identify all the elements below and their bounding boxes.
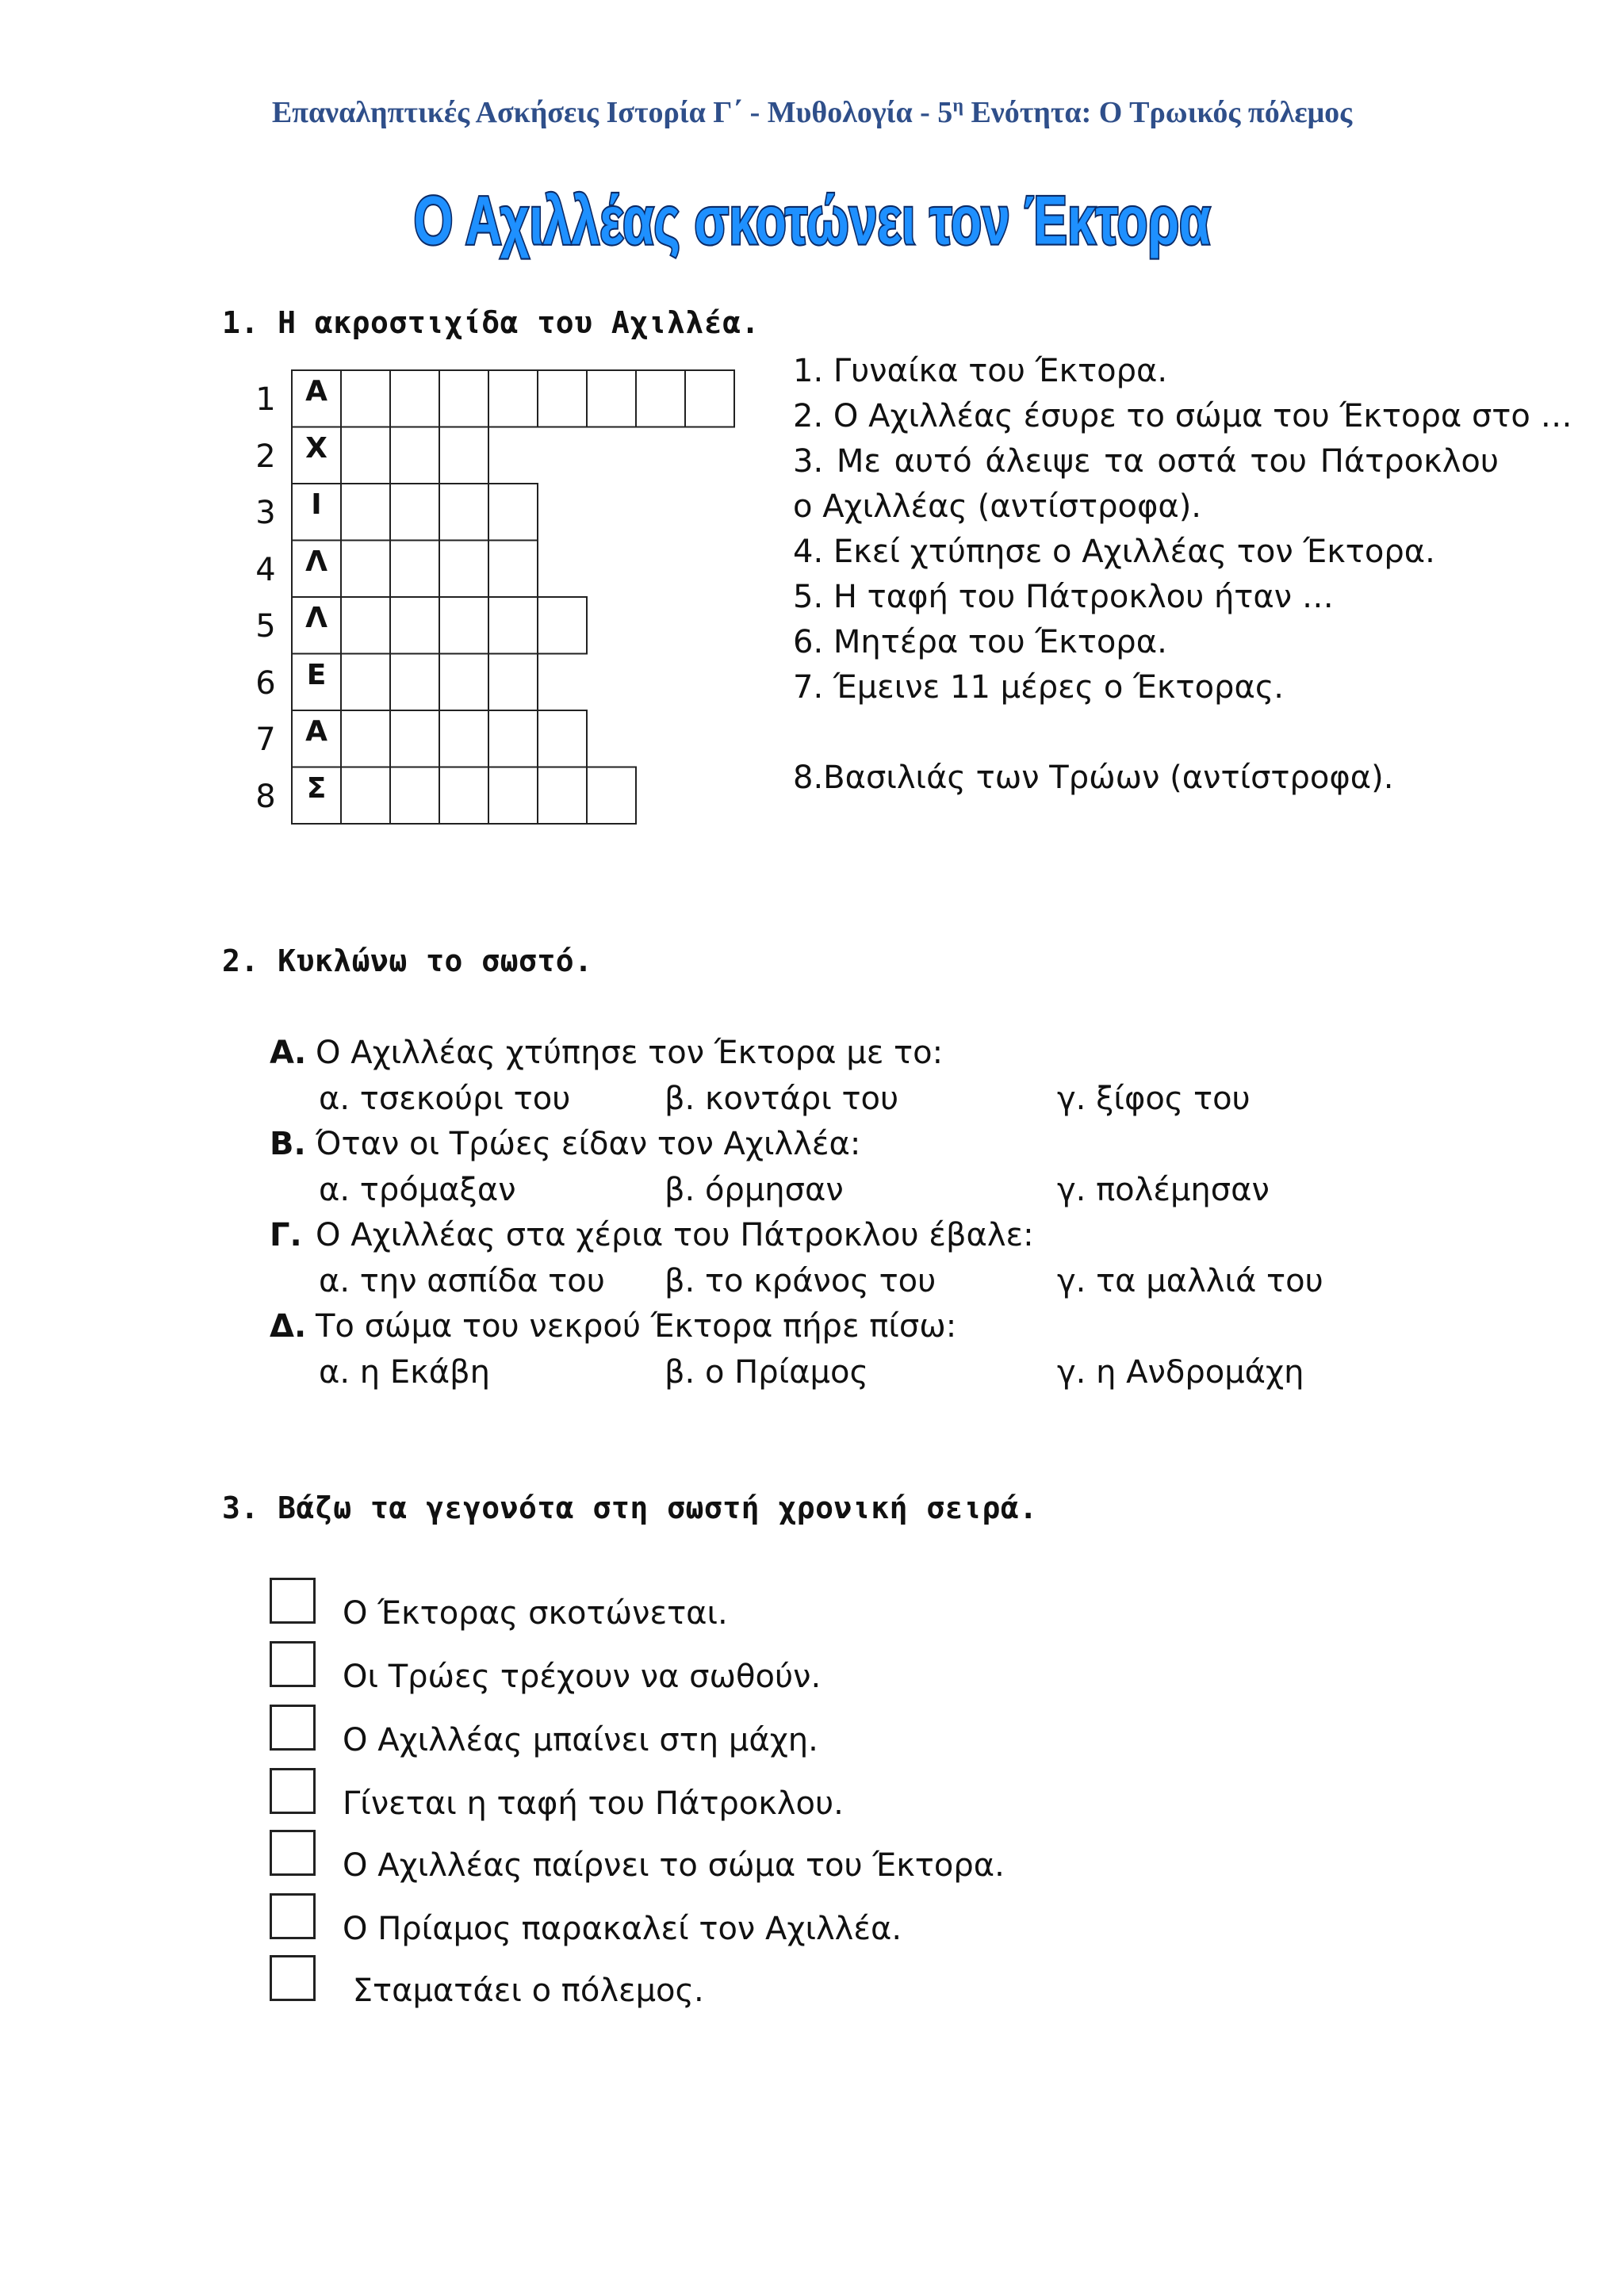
clue-3: 3. Με αυτό άλειψε τα οστά του Πάτροκλου ο Αχιλλέας (αντίστροφα). — [793, 443, 1499, 525]
acrostic-letter: Α — [305, 375, 327, 408]
clue-2: 2. Ο Αχιλλέας έσυρε το σώμα του Έκτορα στο … — [793, 398, 1572, 434]
row-number: 8 — [255, 778, 276, 815]
row-number: 6 — [255, 664, 276, 702]
acrostic-answer-cell[interactable] — [587, 767, 636, 825]
option-c[interactable]: γ. ξίφος του — [1057, 1081, 1251, 1117]
acrostic-answer-cell[interactable] — [390, 484, 439, 541]
acrostic-answer-cell[interactable] — [390, 710, 439, 767]
acrostic-answer-cell[interactable] — [587, 370, 636, 427]
row-number: 3 — [255, 495, 276, 531]
question-stem — [270, 1126, 860, 1162]
acrostic-answer-cell[interactable] — [341, 597, 390, 654]
acrostic-answer-cell[interactable] — [538, 767, 587, 825]
order-number-box[interactable] — [270, 1955, 316, 2001]
acrostic-clues — [793, 349, 1572, 801]
order-number-box[interactable] — [270, 1893, 316, 1939]
acrostic-answer-cell[interactable] — [390, 767, 439, 825]
acrostic-answer-cell[interactable] — [488, 654, 538, 711]
acrostic-answer-cell[interactable] — [538, 370, 587, 427]
clue-4: 4. Εκεί χτύπησε ο Αχιλλέας τον Έκτορα. — [793, 534, 1435, 570]
acrostic-answer-cell[interactable] — [636, 370, 685, 427]
acrostic-letter: Σ — [306, 771, 327, 805]
event-text: Ο Αχιλλέας μπαίνει στη μάχη. — [343, 1722, 818, 1758]
question-text: Ο Αχιλλέας στα χέρια του Πάτροκλου έβαλε: — [316, 1217, 1034, 1253]
acrostic-answer-cell[interactable] — [488, 370, 538, 427]
order-number-box[interactable] — [270, 1705, 316, 1751]
acrostic-answer-cell[interactable] — [341, 767, 390, 825]
question-stem — [270, 1308, 956, 1345]
option-a[interactable]: α. τσεκούρι του — [319, 1081, 571, 1117]
header-suffix: Ενότητα: Ο Τρωικός πόλεμος — [963, 96, 1353, 129]
row-number: 5 — [255, 608, 276, 645]
acrostic-answer-cell[interactable] — [341, 654, 390, 711]
row-number: 2 — [255, 438, 276, 475]
title-text: Ο Αχιλλέας σκοτώνει τον Έκτορα — [413, 182, 1211, 259]
acrostic-answer-cell[interactable] — [439, 710, 488, 767]
row-number: 4 — [255, 551, 276, 588]
header-prefix: Επαναληπτικές Ασκήσεις Ιστορία Γ΄ - Μυθολογία - 5 — [271, 96, 953, 129]
section2-heading: 2. Κυκλώνω το σωστό. — [222, 943, 593, 978]
order-number-box[interactable] — [270, 1830, 316, 1876]
worksheet-header — [0, 95, 1624, 130]
clue-5: 5. Η ταφή του Πάτροκλου ήταν … — [793, 579, 1334, 615]
section1-heading: 1. Η ακροστιχίδα του Αχιλλέα. — [222, 305, 760, 340]
acrostic-letter: Α — [305, 715, 327, 748]
acrostic-answer-cell[interactable] — [439, 597, 488, 654]
acrostic-answer-cell[interactable] — [439, 654, 488, 711]
worksheet-title — [0, 170, 1624, 269]
order-number-box[interactable] — [270, 1768, 316, 1814]
acrostic-letter: Ε — [306, 658, 327, 691]
acrostic-answer-cell[interactable] — [439, 370, 488, 427]
acrostic-grid — [238, 369, 745, 828]
clue-1: 1. Γυναίκα του Έκτορα. — [793, 353, 1168, 389]
acrostic-answer-cell[interactable] — [488, 767, 538, 825]
acrostic-answer-cell[interactable] — [439, 427, 488, 484]
option-a[interactable]: α. τρόμαξαν — [319, 1172, 516, 1208]
acrostic-answer-cell[interactable] — [341, 484, 390, 541]
acrostic-answer-cell[interactable] — [390, 654, 439, 711]
title-graphic — [217, 170, 1407, 266]
question-text: Το σώμα του νεκρού Έκτορα πήρε πίσω: — [316, 1308, 957, 1345]
event-text: Ο Πρίαμος παρακαλεί τον Αχιλλέα. — [343, 1911, 902, 1947]
row-number: 1 — [255, 381, 276, 418]
row-number: 7 — [255, 721, 276, 758]
header-superscript: η — [952, 95, 963, 117]
acrostic-letter: Χ — [305, 431, 327, 465]
question-text: Ο Αχιλλέας χτύπησε τον Έκτορα με το: — [316, 1035, 944, 1071]
acrostic-answer-cell[interactable] — [439, 767, 488, 825]
event-text: Γίνεται η ταφή του Πάτροκλου. — [343, 1785, 844, 1822]
question-stem — [270, 1035, 943, 1071]
order-number-box[interactable] — [270, 1641, 316, 1687]
question-label: Β. — [270, 1126, 306, 1162]
clue-7: 7. Έμεινε 11 μέρες ο Έκτορας. — [793, 669, 1285, 706]
event-text: Ο Αχιλλέας παίρνει το σώμα του Έκτορα. — [343, 1847, 1005, 1884]
event-text: Οι Τρώες τρέχουν να σωθούν. — [343, 1659, 822, 1695]
question-label: Α. — [270, 1035, 307, 1071]
acrostic-answer-cell[interactable] — [390, 427, 439, 484]
option-b[interactable]: β. ο Πρίαμος — [665, 1354, 868, 1391]
acrostic-answer-cell[interactable] — [488, 597, 538, 654]
option-a[interactable]: α. η Εκάβη — [319, 1354, 490, 1391]
question-label: Δ. — [270, 1308, 307, 1345]
section3-heading: 3. Βάζω τα γεγονότα στη σωστή χρονική σειρά. — [222, 1490, 1038, 1525]
acrostic-answer-cell[interactable] — [439, 541, 488, 598]
option-b[interactable]: β. όρμησαν — [665, 1172, 844, 1208]
question-stem — [270, 1217, 1034, 1253]
acrostic-answer-cell[interactable] — [341, 710, 390, 767]
acrostic-answer-cell[interactable] — [488, 541, 538, 598]
acrostic-answer-cell[interactable] — [488, 484, 538, 541]
acrostic-answer-cell[interactable] — [341, 427, 390, 484]
event-text: Σταματάει ο πόλεμος. — [343, 1973, 704, 2009]
acrostic-answer-cell[interactable] — [341, 370, 390, 427]
acrostic-answer-cell[interactable] — [390, 597, 439, 654]
question-text: Όταν οι Τρώες είδαν τον Αχιλλέα: — [316, 1126, 861, 1162]
option-c[interactable]: γ. η Ανδρομάχη — [1057, 1354, 1304, 1391]
clue-8: 8.Βασιλιάς των Τρώων (αντίστροφα). — [793, 760, 1394, 796]
acrostic-answer-cell[interactable] — [341, 541, 390, 598]
order-number-box[interactable] — [270, 1578, 316, 1624]
option-a[interactable]: α. την ασπίδα του — [319, 1263, 605, 1299]
clue-6: 6. Μητέρα του Έκτορα. — [793, 624, 1167, 660]
option-c[interactable]: γ. τα μαλλιά του — [1057, 1263, 1323, 1299]
acrostic-answer-cell[interactable] — [538, 710, 587, 767]
acrostic-answer-cell[interactable] — [390, 370, 439, 427]
acrostic-answer-cell[interactable] — [538, 597, 587, 654]
event-text: Ο Έκτορας σκοτώνεται. — [343, 1595, 728, 1632]
acrostic-answer-cell[interactable] — [439, 484, 488, 541]
acrostic-letter: Λ — [305, 545, 327, 578]
acrostic-answer-cell[interactable] — [685, 370, 734, 427]
acrostic-answer-cell[interactable] — [390, 541, 439, 598]
question-label: Γ. — [270, 1217, 302, 1253]
option-b[interactable]: β. το κράνος του — [665, 1263, 936, 1299]
acrostic-letter: Ι — [311, 488, 322, 521]
acrostic-answer-cell[interactable] — [488, 710, 538, 767]
option-c[interactable]: γ. πολέμησαν — [1057, 1172, 1270, 1208]
option-b[interactable]: β. κοντάρι του — [665, 1081, 899, 1117]
acrostic-letter: Λ — [305, 602, 327, 634]
